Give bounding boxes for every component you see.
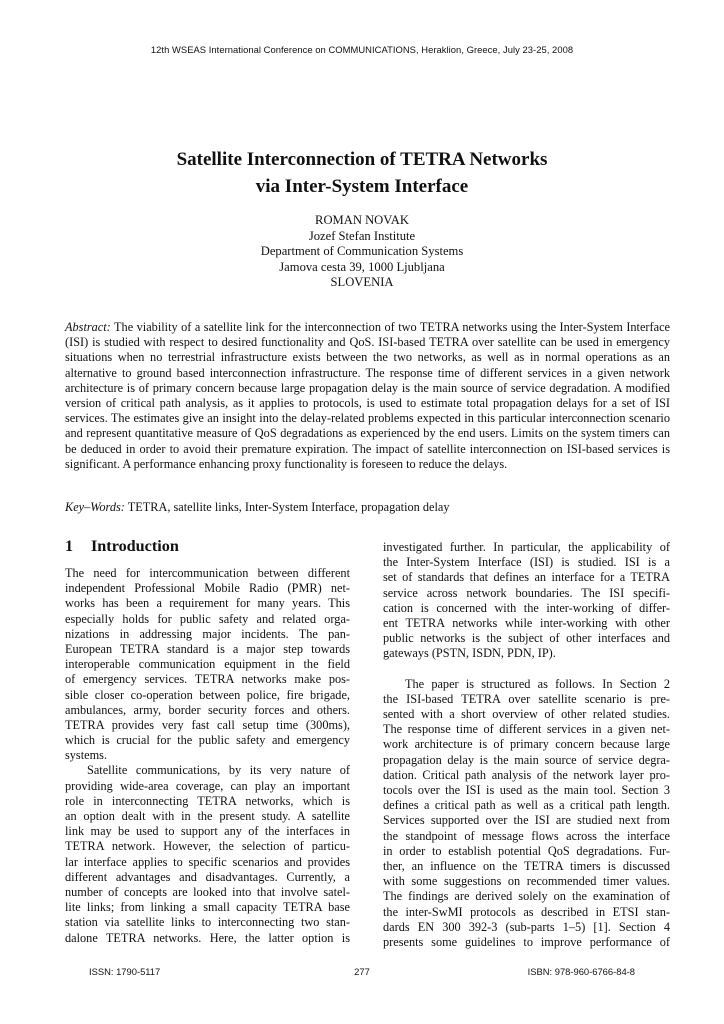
text-line: the ISI-based TETRA over satellite scenario is pre- bbox=[383, 691, 670, 706]
text-line: The findings are derived solely on the examination of bbox=[383, 889, 670, 904]
author-institute: Jozef Stefan Institute bbox=[308, 228, 416, 243]
author-block bbox=[0, 213, 724, 291]
text-line: different advantages and disadvantages. Currently, a bbox=[65, 869, 350, 884]
text-line: lar interface applies to specific scenarios and provides bbox=[65, 854, 350, 869]
text-line: public networks is the subject of other interfaces and bbox=[383, 631, 670, 646]
abstract-label: Abstract: bbox=[65, 320, 111, 334]
text-line: presents some guidelines to improve performance of bbox=[383, 934, 670, 949]
text-line: number of concepts are looked into that involve satel- bbox=[65, 884, 350, 899]
text-line: lite links; from linking a small capacity TETRA base bbox=[65, 900, 350, 915]
text-line: TETRA provides very fast call setup time (300ms), bbox=[65, 717, 350, 732]
author-country: SLOVENIA bbox=[330, 275, 394, 290]
text-line: TETRA network. However, the selection of particu- bbox=[65, 839, 350, 854]
text-line: of emergency services. TETRA networks make pos- bbox=[65, 672, 350, 687]
footer-isbn: ISBN: 978-960-6766-84-8 bbox=[527, 966, 635, 977]
text-line: sible closer co-operation between police, fire brigade, bbox=[65, 687, 350, 702]
text-line: propagation delay is the main source of service degra- bbox=[383, 752, 670, 767]
running-header: 12th WSEAS International Conference on COMMUNICATIONS, Heraklion, Greece, July 23-25, 2008 bbox=[150, 44, 574, 55]
text-line: interoperable communication equipment in the field bbox=[65, 657, 350, 672]
text-line: investigated further. In particular, the applicability of bbox=[383, 540, 670, 554]
author-address: Jamova cesta 39, 1000 Ljubljana bbox=[279, 259, 445, 274]
author-name: ROMAN NOVAK bbox=[315, 213, 409, 227]
text-line: role in interconnecting TETRA networks, which is bbox=[65, 793, 350, 808]
paragraph-gap bbox=[383, 662, 670, 677]
text-line: gateways (PSTN, ISDN, PDN, IP). bbox=[383, 646, 556, 661]
keywords-label: Key–Words: bbox=[65, 500, 125, 514]
text-line: The paper is structured as follows. In Section 2 bbox=[405, 676, 670, 691]
text-line: the standpoint of message flows across the interface bbox=[383, 828, 670, 843]
section-number: 1 bbox=[65, 537, 74, 555]
text-line: in order to establish potential QoS degradations. Fur- bbox=[383, 843, 670, 858]
text-line: dards EN 300 392-3 (sub-parts 1–5) [1]. Section 4 bbox=[383, 919, 670, 934]
text-line: dation. Critical path analysis of the network layer pro- bbox=[383, 767, 670, 782]
text-line: ambulances, army, border security forces and others. bbox=[65, 702, 350, 717]
text-line: The response time of different services in a given net- bbox=[383, 722, 670, 737]
author-department: Department of Communication Systems bbox=[260, 244, 464, 259]
footer-page-number: 277 bbox=[354, 966, 370, 977]
title-line-2: via Inter-System Interface bbox=[255, 176, 469, 197]
text-line: works has been a requirement for many years. This bbox=[65, 596, 350, 611]
section-heading bbox=[65, 537, 350, 556]
text-line: the Inter-System Interface (ISI) is studied. ISI is a bbox=[383, 555, 670, 570]
text-line: systems. bbox=[65, 748, 108, 763]
text-line: defines a critical path as well as a critical path length. bbox=[383, 798, 670, 813]
text-line: which is crucial for the public safety and emergency bbox=[65, 733, 350, 748]
abstract-text: The viability of a satellite link for the interconnection of two TETRA networks using the Inter-System Interface (ISI) is studied with respect to desired functionality and QoS. ISI-based TETRA over satellite can be used in emergency situations when no terrestrial infrastructure exists between the two networks, as well as in normal operations as an alternative to ground based interconnection infrastructure. The response time of different services in a given network architecture is of primary concern because large propagation delay is the main source of service degradation. A modified version of critical path analysis, as it applies to protocols, is used to estimate total propagation delays for a set of ISI services. The estimates give an insight into the delay-related problems expected in this particular interconnection scenario and represent quantitative measure of QoS degradations as experienced by the end users. Limits on the system timers can be deduced in order to avoid their premature expiration. The impact of satellite interconnection on ISI-based services is significant. A performance enhancing proxy functionality is foreseen to reduce the delays. bbox=[65, 320, 670, 471]
text-line: especially holds for public safety and related orga- bbox=[65, 611, 350, 626]
text-line: an option dealt with in the present study. A satellite bbox=[65, 809, 350, 823]
text-line: sented with a short overview of other related studies. bbox=[383, 707, 670, 722]
text-line: European TETRA standard is a major step towards bbox=[65, 641, 350, 656]
text-line: service across network boundaries. The ISI specifi- bbox=[383, 585, 670, 600]
title-line-1: Satellite Interconnection of TETRA Networks bbox=[176, 149, 548, 170]
text-line: tocols over the ISI is used as the main tool. Section 3 bbox=[383, 783, 670, 797]
left-column bbox=[65, 566, 350, 946]
text-line: Services supported over the ISI are studied next from bbox=[383, 813, 670, 828]
text-line: The need for intercommunication between different bbox=[65, 566, 350, 580]
text-line: nizations in addressing major incidents. The pan- bbox=[65, 626, 350, 641]
text-line: set of standards that defines an interface for a TETRA bbox=[383, 570, 670, 585]
text-line: ent TETRA networks while inter-working with other bbox=[383, 615, 670, 630]
text-line: dalone TETRA networks. Here, the latter option is bbox=[65, 930, 350, 945]
keywords-text: TETRA, satellite links, Inter-System Interface, propagation delay bbox=[127, 500, 450, 514]
text-line: Satellite communications, by its very nature of bbox=[87, 763, 350, 778]
text-line: station via satellite links to interconnecting two stan- bbox=[65, 915, 350, 930]
right-column bbox=[383, 540, 670, 950]
text-line: independent Professional Mobile Radio (PMR) net- bbox=[65, 581, 350, 596]
section-title: Introduction bbox=[91, 537, 179, 555]
text-line: with some suggestions on recommended timer values. bbox=[383, 874, 670, 889]
text-line: ther, an influence on the TETRA timers is discussed bbox=[383, 858, 670, 873]
footer-issn: ISSN: 1790-5117 bbox=[89, 966, 161, 977]
keywords bbox=[65, 500, 670, 515]
text-line: cation is concerned with the inter-working of differ- bbox=[383, 600, 670, 615]
text-line: providing wide-area coverage, can play an important bbox=[65, 778, 350, 793]
text-line: link may be used to support any of the interfaces in bbox=[65, 824, 350, 839]
paper-title bbox=[0, 146, 724, 200]
text-line: the inter-SwMI protocols as described in ETSI stan- bbox=[383, 904, 670, 919]
text-line: work architecture is of primary concern because large bbox=[383, 737, 670, 752]
abstract bbox=[65, 320, 670, 472]
